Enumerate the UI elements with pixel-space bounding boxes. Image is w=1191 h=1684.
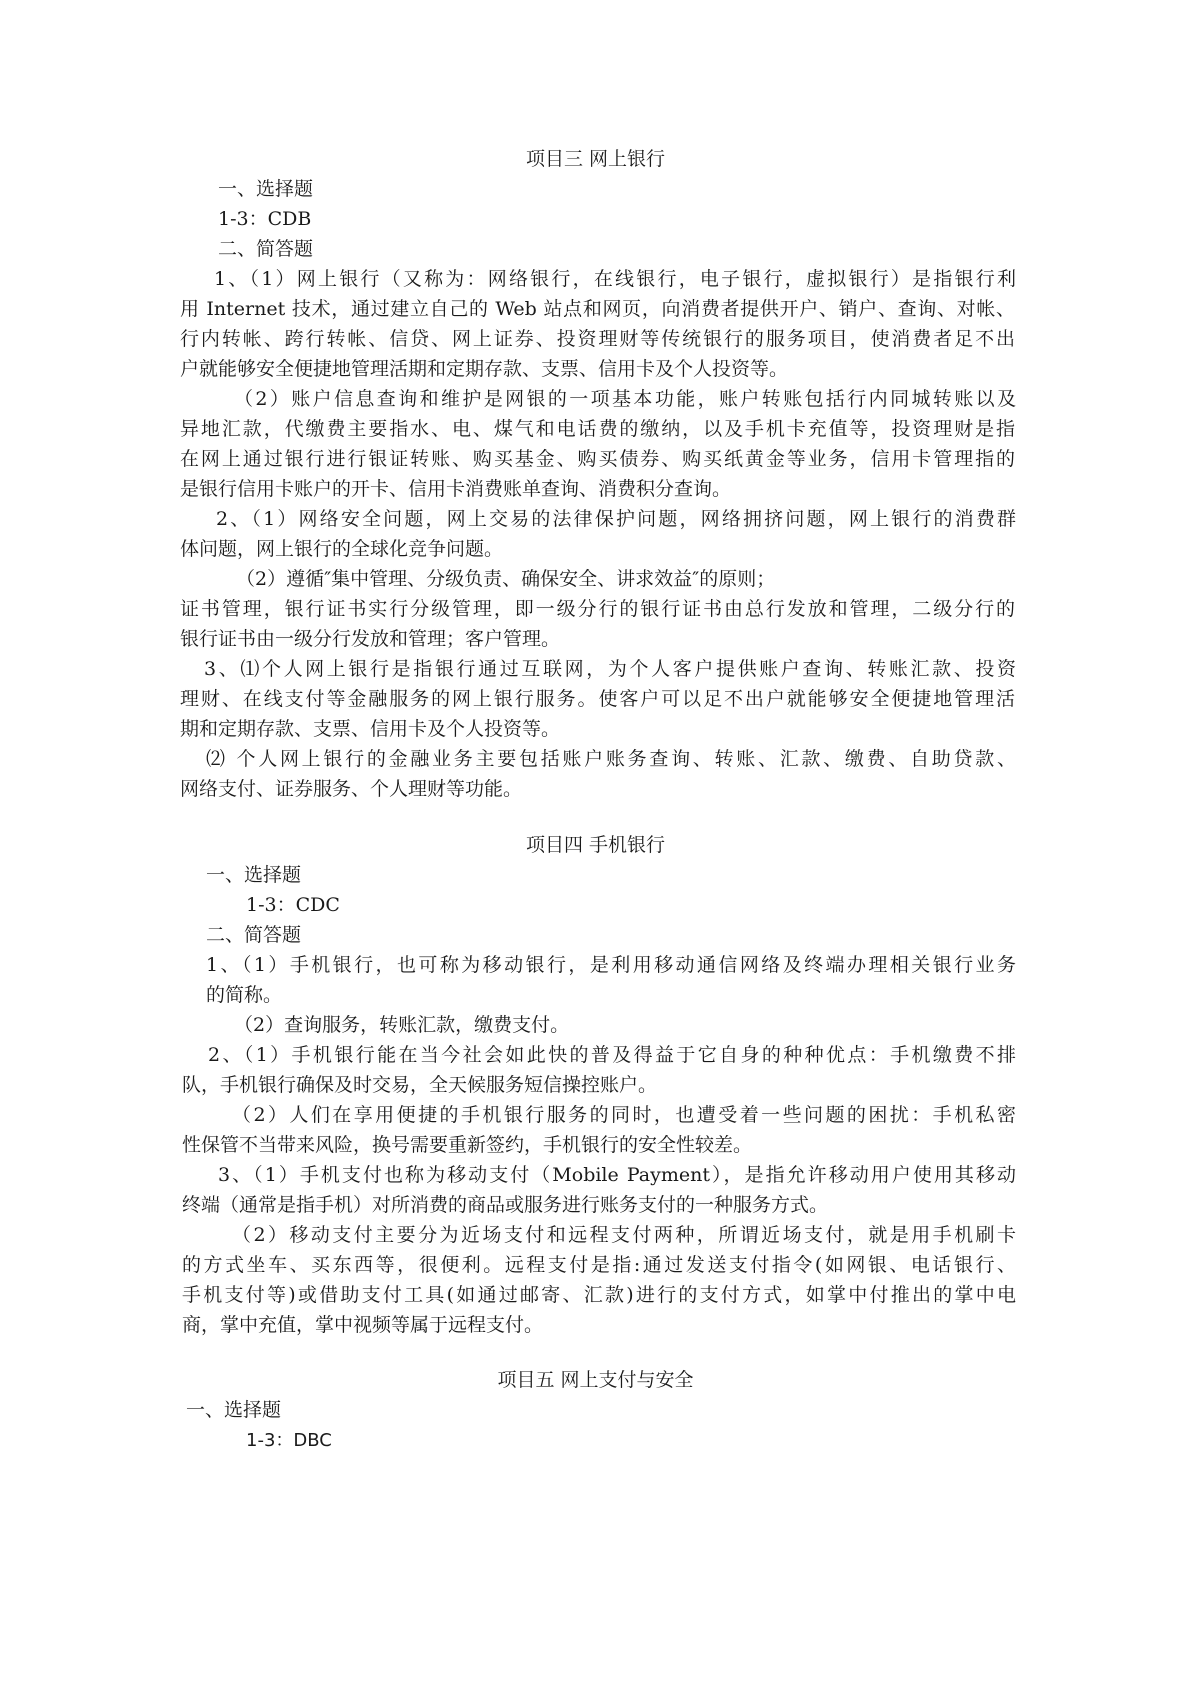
- section-3-q1-line: 户就能够安全便捷地管理活期和定期存款、支票、信用卡及个人投资等。: [180, 358, 789, 380]
- section-5-title: 项目五 网上支付与安全: [497, 1369, 694, 1391]
- section-4-q1-line: 的简称。: [206, 984, 283, 1006]
- section-3-q1b-line: 是银行信用卡账户的开卡、信用卡消费账单查询、消费积分查询。: [180, 478, 732, 500]
- section-3-title: 项目三 网上银行: [525, 148, 666, 170]
- section-4-q1-line: 1、（1）手机银行，也可称为移动银行，是利用移动通信网络及终端办理相关银行业务: [206, 954, 1016, 976]
- section-3-q2-line: 体问题，网上银行的全球化竞争问题。: [180, 538, 504, 560]
- section-3-choice-heading: 一、选择题: [218, 178, 314, 200]
- section-4-choice-answer: 1-3：CDC: [246, 894, 340, 916]
- section-3-q3-line: 3、⑴个人网上银行是指银行通过互联网，为个人客户提供账户查询、转账汇款、投资: [204, 658, 1016, 680]
- section-4-q1-line: （2）查询服务，转账汇款，缴费支付。: [234, 1014, 570, 1036]
- section-4-q2-line: 性保管不当带来风险，换号需要重新签约，手机银行的安全性较差。: [182, 1134, 753, 1156]
- section-3-q3-line: 期和定期存款、支票、信用卡及个人投资等。: [180, 718, 561, 740]
- section-3-q3b-line: ⑵ 个人网上银行的金融业务主要包括账户账务查询、转账、汇款、缴费、自助贷款、: [206, 748, 1016, 770]
- section-3-q1b-line: 异地汇款，代缴费主要指水、电、煤气和电话费的缴纳，以及手机卡充值等，投资理财是指: [180, 418, 1015, 440]
- section-3-q1b-line: （2）账户信息查询和维护是网银的一项基本功能，账户转账包括行内同城转账以及: [234, 388, 1016, 410]
- section-3-q1-line: 1、（1）网上银行（又称为：网络银行，在线银行，电子银行，虚拟银行）是指银行利: [214, 268, 1016, 290]
- section-3-choice-answer: 1-3：CDB: [218, 208, 312, 230]
- section-4-q2-line: （2）人们在享用便捷的手机银行服务的同时，也遭受着一些问题的困扰：手机私密: [232, 1104, 1016, 1126]
- section-4-title: 项目四 手机银行: [525, 834, 666, 856]
- section-3-q3b-line: 网络支付、证券服务、个人理财等功能。: [180, 778, 523, 800]
- section-4-q3-line: 商，掌中充值，掌中视频等属于远程支付。: [182, 1314, 544, 1336]
- section-4-short-heading: 二、简答题: [206, 924, 302, 946]
- section-4-q2-line: 2、（1）手机银行能在当今社会如此快的普及得益于它自身的种种优点：手机缴费不排: [208, 1044, 1016, 1066]
- section-3-q1-line: 用 Internet 技术，通过建立自己的 Web 站点和网页，向消费者提供开户、销户、查询、对帐、: [180, 298, 1015, 320]
- section-4-q3-line: 手机支付等)或借助支付工具(如通过邮寄、汇款)进行的支付方式，如掌中付推出的掌中电: [182, 1284, 1016, 1306]
- section-3-q2b-line: （2）遵循″集中管理、分级负责、确保安全、讲求效益″的原则；: [236, 568, 776, 590]
- section-3-q2-line: 2、（1）网络安全问题，网上交易的法律保护问题，网络拥挤问题，网上银行的消费群: [216, 508, 1016, 530]
- section-3-q2b-line: 证书管理，银行证书实行分级管理，即一级分行的银行证书由总行发放和管理，二级分行的: [180, 598, 1015, 620]
- section-5-choice-heading: 一、选择题: [186, 1399, 282, 1421]
- section-4-q2-line: 队，手机银行确保及时交易，全天候服务短信操控账户。: [182, 1074, 658, 1096]
- section-3-q3-line: 理财、在线支付等金融服务的网上银行服务。使客户可以足不出户就能够安全便捷地管理活: [180, 688, 1015, 710]
- section-3-q1b-line: 在网上通过银行进行银证转账、购买基金、购买债券、购买纸黄金等业务，信用卡管理指的: [180, 448, 1015, 470]
- section-4-q3-line: （2）移动支付主要分为近场支付和远程支付两种，所谓近场支付，就是用手机刷卡: [232, 1224, 1016, 1246]
- section-3-q1-line: 行内转帐、跨行转帐、信贷、网上证券、投资理财等传统银行的服务项目，使消费者足不出: [180, 328, 1015, 350]
- section-3-short-heading: 二、简答题: [218, 238, 314, 260]
- section-4-q3-line: 3、（1）手机支付也称为移动支付（Mobile Payment），是指允许移动用户使用其移动: [218, 1164, 1016, 1186]
- section-4-choice-heading: 一、选择题: [206, 864, 302, 886]
- section-4-q3-line: 终端（通常是指手机）对所消费的商品或服务进行账务支付的一种服务方式。: [182, 1194, 829, 1216]
- section-5-choice-answer: 1-3：DBC: [246, 1430, 332, 1451]
- section-3-q2b-line: 银行证书由一级分行发放和管理；客户管理。: [180, 628, 561, 650]
- section-4-q3-line: 的方式坐车、买东西等，很便利。远程支付是指:通过发送支付指令(如网银、电话银行、: [182, 1254, 1016, 1276]
